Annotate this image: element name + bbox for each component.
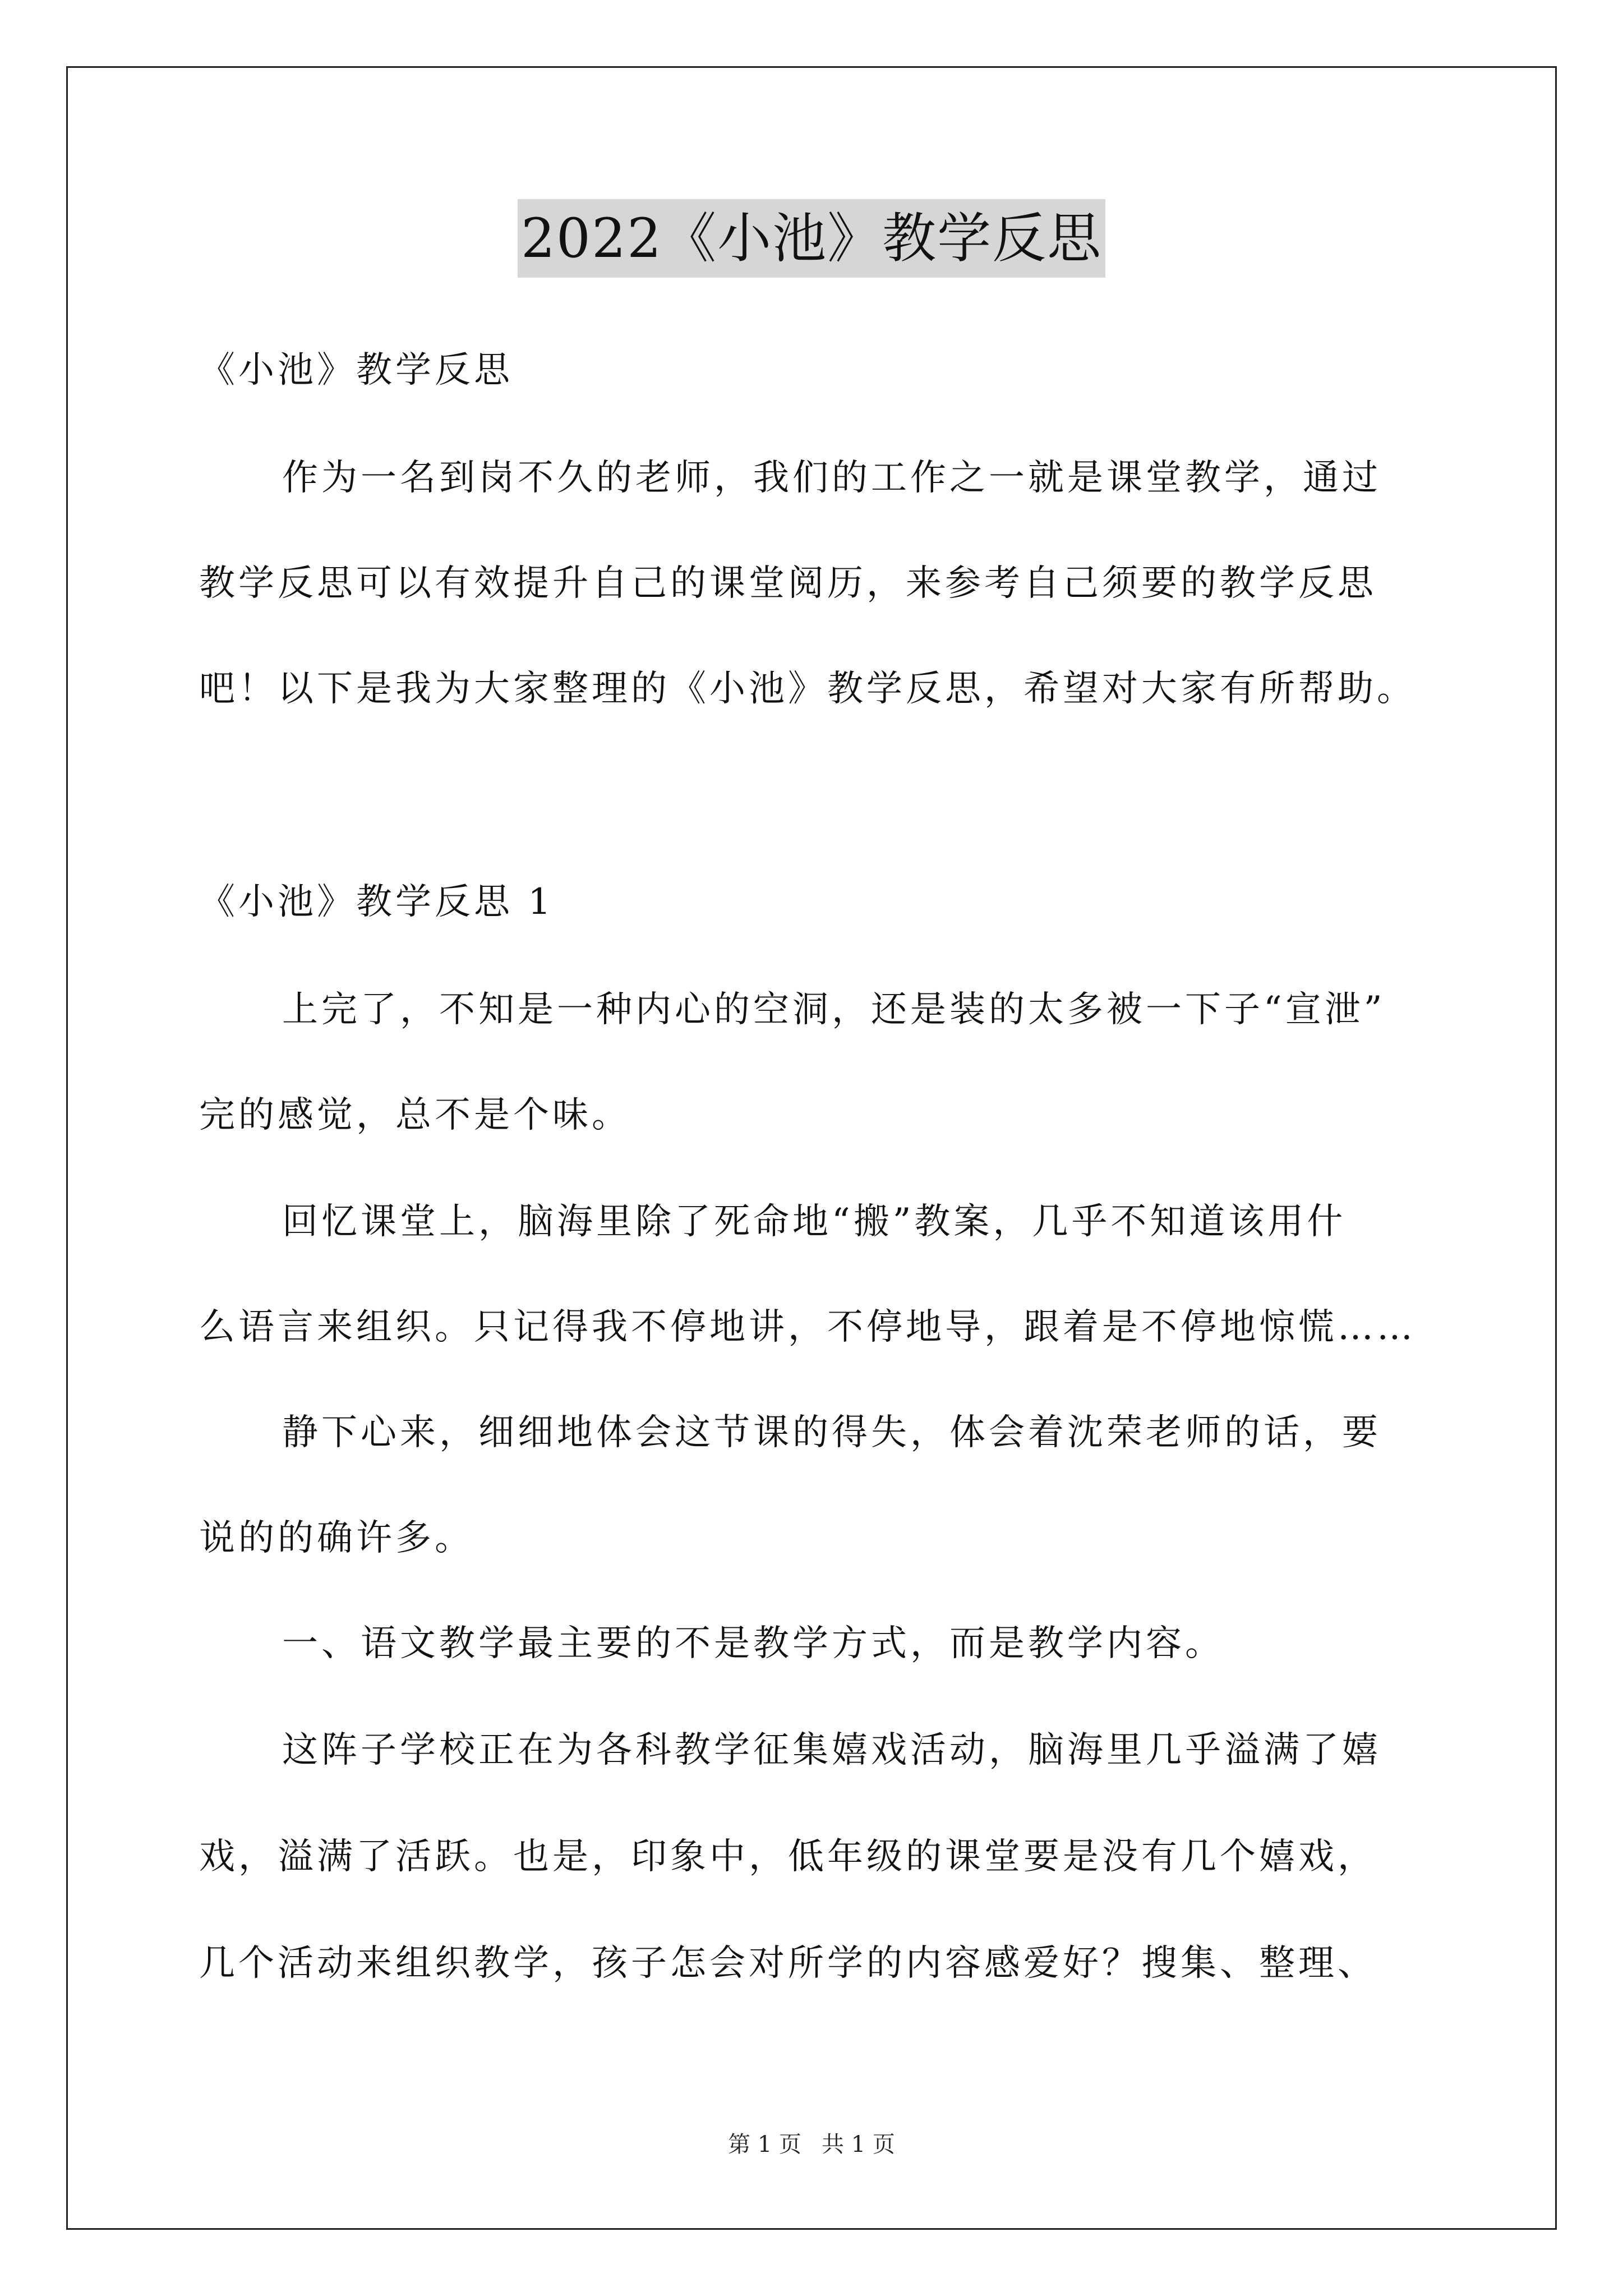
body-line: 静下心来，细细地体会这节课的得失，体会着沈荣老师的话，要	[282, 1412, 1381, 1453]
section-heading: 《小池》教学反思 1	[199, 881, 555, 923]
intro-line: 作为一名到岗不久的老师，我们的工作之一就是课堂教学，通过	[282, 457, 1381, 499]
body-line: 说的的确许多。	[199, 1517, 474, 1559]
body-line: 回忆课堂上，脑海里除了死命地“搬”教案，几乎不知道该用什	[282, 1201, 1347, 1243]
intro-line: 教学反思可以有效提升自己的课堂阅历，来参考自己须要的教学反思	[199, 563, 1377, 604]
body-line: 戏，溢满了活跃。也是，印象中，低年级的课堂要是没有几个嬉戏，	[199, 1836, 1377, 1878]
body-line: 上完了，不知是一种内心的空洞，还是装的太多被一下子“宣泄”	[282, 989, 1386, 1030]
body-line: 一、语文教学最主要的不是教学方式，而是教学内容。	[282, 1623, 1224, 1664]
document-title: 2022《小池》教学反思	[518, 199, 1105, 278]
body-line: 几个活动来组织教学，孩子怎会对所学的内容感爱好？搜集、整理、	[199, 1943, 1377, 1984]
intro-line: 吧！以下是我为大家整理的《小池》教学反思，希望对大家有所帮助。	[199, 668, 1416, 710]
page-total: 共 1 页	[822, 2132, 895, 2157]
subtitle: 《小池》教学反思	[199, 349, 513, 391]
body-line: 完的感觉，总不是个味。	[199, 1094, 631, 1136]
document-title-wrap	[0, 199, 1623, 278]
body-line: 这阵子学校正在为各科教学征集嬉戏活动，脑海里几乎溢满了嬉	[282, 1729, 1381, 1771]
page-number: 第 1 页	[728, 2132, 801, 2157]
body-line: 么语言来组织。只记得我不停地讲，不停地导，跟着是不停地惊慌……	[199, 1306, 1416, 1348]
page-footer	[0, 2131, 1623, 2159]
